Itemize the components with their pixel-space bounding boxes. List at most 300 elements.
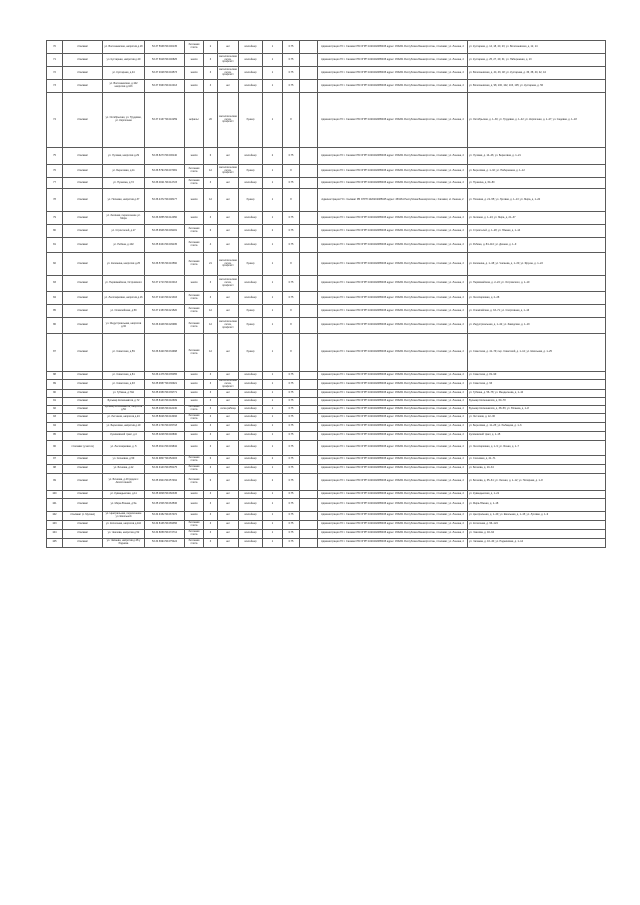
planned-cell [300, 422, 318, 431]
area-cell: 3 [204, 511, 218, 520]
area-cell: 3 [204, 405, 218, 413]
coordinates-cell: 53.36 1476 56.035055 [145, 372, 185, 380]
volume-cell: 0.75 [283, 67, 300, 80]
volume-cell: 8 [283, 253, 300, 276]
table-row [47, 389, 606, 397]
area-cell: 12 [204, 165, 218, 178]
sources-cell: ул. Кустарная, д. 14, 18, 20, 23; ул. Волочаевская, д. 12, 14 [468, 41, 606, 54]
settlement-cell: г.Салават [63, 372, 103, 380]
table-row [47, 178, 606, 189]
table-row [47, 490, 606, 498]
fence-cell: нет [218, 520, 239, 529]
surface-cell: бетонная плита [185, 413, 204, 422]
fence-cell: нет [218, 225, 239, 238]
surface-cell: земля [185, 80, 204, 93]
coordinates-cell: 53.37 2713 56.016013 [145, 276, 185, 292]
planned-cell [300, 431, 318, 440]
row-number: 103 [47, 520, 63, 529]
table-row [47, 397, 606, 405]
volume-cell: 0.75 [283, 464, 300, 473]
row-number: 104 [47, 529, 63, 538]
volume-cell: 0.75 [283, 413, 300, 422]
row-number: 75 [47, 148, 63, 165]
fence-cell: металлическая сетка, профлист [218, 93, 239, 148]
owner-cell: Администрация ГО г. Салават РБ ОГРН 1020202085045 адрес: 453261 Республика Башкортостан, г.Салават, ул. Ленина, 2 [318, 148, 468, 165]
row-number: 88 [47, 372, 63, 380]
area-cell: 2 [204, 41, 218, 54]
surface-cell: бетонная плита [185, 305, 204, 318]
registry-sheet [46, 40, 605, 548]
container-kind-cell: контейнер [239, 372, 263, 380]
fence-cell: сетка рабица [218, 405, 239, 413]
sources-cell: ул. Зелёная, д. 1–24; ул. Мира, д. 21–37 [468, 212, 606, 225]
fence-cell: металлическая сетка, профлист [218, 318, 239, 334]
settlement-cell: г.Салават [63, 413, 103, 422]
container-kind-cell: контейнер [239, 67, 263, 80]
container-qty-cell: 1 [263, 413, 283, 422]
volume-cell: 0.75 [283, 225, 300, 238]
container-qty-cell: 1 [263, 440, 283, 455]
address-cell: ул. Волочаевская, напротив д.18 [103, 41, 145, 54]
area-cell: 12 [204, 189, 218, 212]
row-number: 80 [47, 225, 63, 238]
surface-cell: земля [185, 380, 204, 390]
container-qty-cell: 1 [263, 93, 283, 148]
surface-cell: бетонная плита [185, 292, 204, 305]
container-qty-cell: 1 [263, 212, 283, 225]
row-number: 93 [47, 413, 63, 422]
coordinates-cell: 53.36 9448 56.026980 [145, 318, 185, 334]
area-cell: 3 [204, 538, 218, 547]
container-kind-cell: контейнер [239, 148, 263, 165]
address-cell: ул. Центральная, пересечение ул. Школьной [103, 511, 145, 520]
table-row [47, 334, 606, 372]
coordinates-cell: 53.37 2153 56.021520 [145, 305, 185, 318]
settlement-cell: г.Салават [63, 253, 103, 276]
container-kind-cell: контейнер [239, 529, 263, 538]
area-cell: 3 [204, 498, 218, 511]
planned-cell [300, 413, 318, 422]
area-cell: 3 [204, 422, 218, 431]
table-row [47, 405, 606, 413]
volume-cell: 0.75 [283, 238, 300, 253]
container-kind-cell: бункер [239, 93, 263, 148]
volume-cell: 8 [283, 305, 300, 318]
volume-cell: 0.75 [283, 178, 300, 189]
settlement-cell: г.Салават (участок) [63, 440, 103, 455]
address-cell: ул. Чкалова, напротив д.52 [103, 529, 145, 538]
fence-cell: нет [218, 511, 239, 520]
row-number: 73 [47, 80, 63, 93]
row-number: 82 [47, 253, 63, 276]
planned-cell [300, 389, 318, 397]
sources-cell: ул. Чкалова, д. 40–64 [468, 529, 606, 538]
surface-cell: земля [185, 498, 204, 511]
table-row [47, 413, 606, 422]
planned-cell [300, 80, 318, 93]
surface-cell: бетонная плита [185, 334, 204, 372]
area-cell: 3 [204, 212, 218, 225]
coordinates-cell: 53.34 9143 56.055175 [145, 464, 185, 473]
fence-cell: металлическая сетка, профлист [218, 253, 239, 276]
container-qty-cell: 1 [263, 397, 283, 405]
settlement-cell: г.Салават [63, 422, 103, 431]
planned-cell [300, 334, 318, 372]
area-cell: 3 [204, 292, 218, 305]
sources-cell: ул. Луговая, д. 14–46; ул. Береговая, д. 1–21 [468, 148, 606, 165]
volume-cell: 8 [283, 318, 300, 334]
container-kind-cell: контейнер [239, 405, 263, 413]
row-number: 87 [47, 334, 63, 372]
row-number: 72 [47, 67, 63, 80]
row-number: 102 [47, 511, 63, 520]
settlement-cell: г.Салават [63, 318, 103, 334]
owner-cell: Администрация ГО г. Салават РБ ОГРН 1020202085045 адрес: 453261 Республика Башкортостан, г.Салават, ул. Ленина, 2 [318, 464, 468, 473]
container-qty-cell: 1 [263, 305, 283, 318]
owner-cell: Администрация ГО г. Салават РБ ОГРН 1020202085045 адрес: 453261 Республика Башкортостан, г.Салават, ул. Ленина, 2 [318, 372, 468, 380]
settlement-cell: г.Салават [63, 455, 103, 464]
owner-cell: Администрация ГО г. Салават РБ ОГРН 1020202085045 адрес: 453261 Республика Башкортостан, г.Салават, ул. Ленина, 2 [318, 54, 468, 67]
sources-cell: ул. Калинина, д. 1–48; ул. Чапаева, д. 1–30; ул. Фрунзе, д. 1–22 [468, 253, 606, 276]
address-cell: Кусимовский тракт, д.4 [103, 431, 145, 440]
volume-cell: 0.75 [283, 80, 300, 93]
volume-cell: 0.75 [283, 292, 300, 305]
owner-cell: Администрация ГО г. Салават РБ ОГРН 1020202085045 адрес: 453261 Республика Башкортостан, г.Салават, ул. Ленина, 2 [318, 41, 468, 54]
settlement-cell: г.Салават [63, 380, 103, 390]
coordinates-cell: 53.35 8143 56.042609 [145, 397, 185, 405]
sources-cell: ул. Волочаевская, д. 44, 46, 48; ул. Кустарная, д. 36, 38, 40, 42, 44 [468, 67, 606, 80]
area-cell: 6 [204, 148, 218, 165]
area-cell: 3 [204, 276, 218, 292]
coordinates-cell: 53.37 0137 56.010259 [145, 93, 185, 148]
surface-cell: земля [185, 490, 204, 498]
fence-cell: нет [218, 490, 239, 498]
address-cell: ул. Ребина, д.102 [103, 238, 145, 253]
row-number: 95 [47, 431, 63, 440]
surface-cell: асфальт [185, 93, 204, 148]
container-kind-cell: бункер [239, 334, 263, 372]
row-number: 98 [47, 464, 63, 473]
container-qty-cell: 1 [263, 490, 283, 498]
volume-cell: 0.75 [283, 511, 300, 520]
container-qty-cell: 1 [263, 511, 283, 520]
fence-cell: нет [218, 529, 239, 538]
table-row [47, 67, 606, 80]
container-kind-cell: контейнер [239, 225, 263, 238]
surface-cell: бетонная плита [185, 318, 204, 334]
surface-cell: земля [185, 440, 204, 455]
coordinates-cell: 53.35 9957 56.036921 [145, 380, 185, 390]
owner-cell: Администрация ГО г. Салават РБ ОГРН 1020202085045 адрес: 453261 Республика Башкортостан, г.Салават, ул. Ленина, 2 [318, 93, 468, 148]
sources-cell: ул. Волочаевская, д. 98, 100, 102, 103, 105; ул. Кустарная, д. 56 [468, 80, 606, 93]
planned-cell [300, 253, 318, 276]
volume-cell: 0.75 [283, 389, 300, 397]
address-cell: ул. Летчиков, напротив д.24 [103, 413, 145, 422]
volume-cell: 0.75 [283, 148, 300, 165]
sources-cell: ул. Губкина, д. 56–78; ул. Менделеева, д. 1–10 [468, 389, 606, 397]
address-cell: ул. Строителей, д.17 [103, 225, 145, 238]
area-cell: 3 [204, 380, 218, 390]
container-kind-cell: бункер [239, 189, 263, 212]
container-kind-cell: контейнер [239, 276, 263, 292]
volume-cell: 0.75 [283, 520, 300, 529]
area-cell: 3 [204, 54, 218, 67]
volume-cell: 0.75 [283, 529, 300, 538]
table-row [47, 473, 606, 490]
settlement-cell: г.Салават [63, 276, 103, 292]
address-cell: ул. Береговая, д.11 [103, 165, 145, 178]
owner-cell: Администрация ГО г. Салават РБ ОГРН 1020202085045 адрес: 453261 Республика Башкортостан, г.Салават, ул. Ленина, 2 [318, 490, 468, 498]
container-qty-cell: 1 [263, 538, 283, 547]
container-qty-cell: 1 [263, 165, 283, 178]
fence-cell: нет [218, 212, 239, 225]
container-qty-cell: 1 [263, 54, 283, 67]
container-qty-cell: 1 [263, 80, 283, 93]
settlement-cell: г.Салават [63, 148, 103, 165]
table-row [47, 305, 606, 318]
owner-cell: Администрация ГО г. Салават РБ ОГРН 1020202085045 адрес: 453261 Республика Башкортостан, г.Салават, ул. Ленина, 2 [318, 225, 468, 238]
sources-cell: ул. Советская, д. 41–79; пер. Советский, д. 1–12; ул. Школьная, д. 1–25 [468, 334, 606, 372]
volume-cell: 0.75 [283, 490, 300, 498]
container-qty-cell: 1 [263, 498, 283, 511]
owner-cell: Администрация ГО г. Салават РБ ОГРН 1020202085045 адрес: 453261 Республика Башкортостан, г.Салават, ул. Ленина, 2 [318, 238, 468, 253]
fence-cell: металлическая сетка, профлист [218, 54, 239, 67]
owner-cell: Администрация ГО г. Салават РБ ОГРН 1020202085045 адрес: 453261 Республика Башкортостан, г.Салават, ул. Ленина, 2 [318, 276, 468, 292]
settlement-cell: г.Салават [63, 189, 103, 212]
container-kind-cell: контейнер [239, 212, 263, 225]
planned-cell [300, 397, 318, 405]
container-qty-cell: 1 [263, 422, 283, 431]
area-cell: 3 [204, 529, 218, 538]
settlement-cell: г.Салават [63, 498, 103, 511]
table-row [47, 41, 606, 54]
container-kind-cell: контейнер [239, 413, 263, 422]
fence-cell: металлическая сетка, профлист [219, 379, 237, 388]
table-row [47, 165, 606, 178]
settlement-cell: г.Салават [63, 397, 103, 405]
planned-cell [300, 538, 318, 547]
area-cell: 12 [204, 318, 218, 334]
row-number: 91 [47, 397, 63, 405]
surface-cell: земля [185, 276, 204, 292]
volume-cell: 0.75 [283, 380, 300, 390]
table-body [47, 41, 606, 548]
coordinates-cell: 53.35 0828 56.060345 [145, 490, 185, 498]
table-row [47, 276, 606, 292]
address-cell: ул. Луговая, напротив д.29 [103, 148, 145, 165]
surface-cell: земля [185, 212, 204, 225]
row-number: 89 [47, 380, 63, 390]
coordinates-cell: 53.35 0614 56.049842 [145, 440, 185, 455]
fence-cell: нет [218, 413, 239, 422]
settlement-cell: г.Салават [63, 464, 103, 473]
sources-cell: ул. Бочкова, д. 35–61; ул. Лесная, д. 1–12; ул. Полярная, д. 1–8 [468, 473, 606, 490]
coordinates-cell: 53.35 0228 56.046830 [145, 431, 185, 440]
owner-cell: Администрация ГО г. Салават РБ ОГРН 1020202085045 адрес: 453261 Республика Башкортостан, г.Салават, ул. Ленина, 2 [318, 292, 468, 305]
table-row [47, 422, 606, 431]
planned-cell [300, 498, 318, 511]
settlement-cell: г.Салават [63, 520, 103, 529]
container-qty-cell: 1 [263, 238, 283, 253]
planned-cell [300, 41, 318, 54]
table-row [47, 318, 606, 334]
owner-cell: Администрация ГО г. Салават РБ ОГРН 1020202085045 адрес: 453261 Республика Башкортостан, г.Салават, ул. Ленина, 2 [318, 440, 468, 455]
container-qty-cell: 1 [263, 318, 283, 334]
volume-cell: 0.75 [283, 372, 300, 380]
planned-cell [300, 305, 318, 318]
settlement-cell: г.Салават [63, 389, 103, 397]
settlement-cell: г.Салават [63, 405, 103, 413]
settlement-cell: г.Салават [63, 165, 103, 178]
address-cell: ул. Октябрьская, ул. Трудовая, ул. Кирпичная [103, 93, 145, 148]
table-row [47, 511, 606, 520]
row-number: 74 [47, 93, 63, 148]
area-cell: 6 [204, 455, 218, 464]
row-number: 97 [47, 455, 63, 464]
settlement-cell: г.Салават [63, 80, 103, 93]
address-cell: ул. Колхозная, напротив д.110 [103, 520, 145, 529]
owner-cell: Администрация ГО г. Салават РБ ОГРН 1020202085045 адрес: 453261 Республика Башкортостан, г.Салават, ул. Ленина, 2 [318, 67, 468, 80]
sources-cell: ул. Олимпийская, д. 33–71; ул. Спортивная, д. 1–16 [468, 305, 606, 318]
settlement-cell: г.Салават [63, 305, 103, 318]
settlement-cell: г.Салават [63, 538, 103, 547]
surface-cell: земля [185, 189, 204, 212]
planned-cell [300, 490, 318, 498]
planned-cell [300, 165, 318, 178]
container-qty-cell: 1 [263, 464, 283, 473]
row-number: 76 [47, 165, 63, 178]
surface-cell: земля [185, 389, 204, 397]
container-kind-cell: контейнер [239, 538, 263, 547]
planned-cell [300, 292, 318, 305]
container-kind-cell: контейнер [239, 41, 263, 54]
planned-cell [300, 473, 318, 490]
fence-cell: нет [218, 389, 239, 397]
address-cell: ул. Береговая, напротив д.19 [103, 422, 145, 431]
settlement-cell: г.Салават [63, 41, 103, 54]
fence-cell: нет [218, 538, 239, 547]
container-qty-cell: 1 [263, 529, 283, 538]
sources-cell: Бульвар Космонавтов, д. 38–56; ул. Юлаева, д. 1–8 [468, 405, 606, 413]
planned-cell [300, 318, 318, 334]
container-qty-cell: 1 [263, 372, 283, 380]
table-row [47, 80, 606, 93]
table-row [47, 380, 606, 390]
container-qty-cell: 1 [263, 431, 283, 440]
container-kind-cell: контейнер [239, 178, 263, 189]
address-cell: ул. Чапаева, напротив д.28 у Родника [103, 538, 145, 547]
sources-cell: ул. Советская, д. 93 [468, 380, 606, 390]
surface-cell: земля [185, 422, 204, 431]
surface-cell: земля [185, 67, 204, 80]
fence-cell: нет [218, 498, 239, 511]
coordinates-cell: 53.34 8136 56.069356 [145, 520, 185, 529]
owner-cell: Администрация ГО г. Салават РБ ОГРН 1020202085045 адрес: 453261 Республика Башкортостан, г.Салават, ул. Ленина, 2 [318, 80, 468, 93]
row-number: 78 [47, 189, 63, 212]
coordinates-cell: 53.35 4606 56.042130 [145, 405, 185, 413]
planned-cell [300, 276, 318, 292]
row-number: 77 [47, 178, 63, 189]
coordinates-cell: 53.36 5736 56.016560 [145, 253, 185, 276]
fence-cell: металлическая сетка, профлист [218, 165, 239, 178]
row-number: 94 [47, 422, 63, 431]
sources-cell: ул. Мира-Южная, д. 1–18 [468, 498, 606, 511]
container-qty-cell: 1 [263, 276, 283, 292]
row-number: 85 [47, 305, 63, 318]
volume-cell: 8 [283, 165, 300, 178]
surface-cell: бетонная плита [185, 405, 204, 413]
address-cell: ул. Олимпийская, д.59 [103, 305, 145, 318]
fence-cell: нет [218, 397, 239, 405]
surface-cell: бетонная плита [185, 225, 204, 238]
fence-cell: нет [218, 455, 239, 464]
coordinates-cell: 53.35 4950 56.039771 [145, 389, 185, 397]
container-qty-cell: 1 [263, 178, 283, 189]
volume-cell: 0.75 [283, 276, 300, 292]
owner-cell: Администрация ГО г. Салават РБ ОГРН 1020202085045 адрес: 453261 Республика Башкортостан, г.Салават, ул. Ленина, 2 [318, 413, 468, 422]
settlement-cell: г.Салават [63, 212, 103, 225]
owner-cell: Администрация ГО г. Салават РБ ОГРН 1020202085045 адрес: 453261 Республика Башкортостан, г.Салават, ул. Ленина, 2 [318, 212, 468, 225]
container-kind-cell: бункер [239, 305, 263, 318]
table-row [47, 225, 606, 238]
table-row [47, 538, 606, 547]
owner-cell: Администрация ГО г. Салават РБ ОГРН 1020202085045 адрес: 453261 Республика Башкортостан, г.Салават, ул. Ленина, 2 [318, 318, 468, 334]
sources-cell: ул. Советская, д. 81–99 [468, 372, 606, 380]
coordinates-cell: 53.34 9807 56.052015 [145, 455, 185, 464]
sources-cell: ул. Лесопарковая, д. 2–28 [468, 292, 606, 305]
fence-cell: нет [218, 440, 239, 455]
address-cell: Бульвар Космонавтов, д.72 [103, 397, 145, 405]
row-number: 92 [47, 405, 63, 413]
planned-cell [300, 440, 318, 455]
settlement-cell: г.Салават [63, 178, 103, 189]
owner-cell: Администрация ГО г. Салават РБ ОГРН 1020202085045 адрес: 453261 Республика Башкортостан, г.Салават, ул. Ленина, 2 [318, 405, 468, 413]
table-row [47, 189, 606, 212]
planned-cell [300, 67, 318, 80]
sources-cell: ул. Ребина, д. 84–110; ул. Дачная, д. 1–9 [468, 238, 606, 253]
volume-cell: 0.75 [283, 498, 300, 511]
surface-cell: бетонная плита [185, 520, 204, 529]
surface-cell: бетонная плита [185, 41, 204, 54]
coordinates-cell: 53.35 1506 56.063536 [145, 498, 185, 511]
area-cell: 3 [204, 520, 218, 529]
surface-cell: земля [185, 54, 204, 67]
surface-cell: бетонная плита [185, 238, 204, 253]
coordinates-cell: 53.36 3855 56.012050 [145, 212, 185, 225]
address-cell: ул. Калинина, напротив д.25 [103, 253, 145, 276]
table-row [47, 464, 606, 473]
planned-cell [300, 189, 318, 212]
container-qty-cell: 1 [263, 67, 283, 80]
sources-cell: ул. Кувандыкская, д. 1–21 [468, 490, 606, 498]
volume-cell: 0.75 [283, 405, 300, 413]
container-kind-cell: бункер [239, 253, 263, 276]
container-kind-cell: контейнер [239, 511, 263, 520]
volume-cell: 0.75 [283, 440, 300, 455]
settlement-cell: г.Салават (с. Мусино) [63, 511, 103, 520]
owner-cell: Администрация ГО г. Салават РБ ОГРН 1020202085045 адрес: 453261 Республика Башкортостан, г.Салават, ул. Ленина, 2 [318, 178, 468, 189]
row-number: 70 [47, 41, 63, 54]
table-row [47, 292, 606, 305]
container-qty-cell: 1 [263, 253, 283, 276]
surface-cell: земля [185, 397, 204, 405]
row-number: 84 [47, 292, 63, 305]
fence-cell: нет [218, 292, 239, 305]
settlement-cell: г.Салават [63, 292, 103, 305]
sources-cell: Кусимовский тракт, д. 1–15 [468, 431, 606, 440]
surface-cell: бетонная плита [185, 165, 204, 178]
volume-cell: 0.75 [283, 538, 300, 547]
